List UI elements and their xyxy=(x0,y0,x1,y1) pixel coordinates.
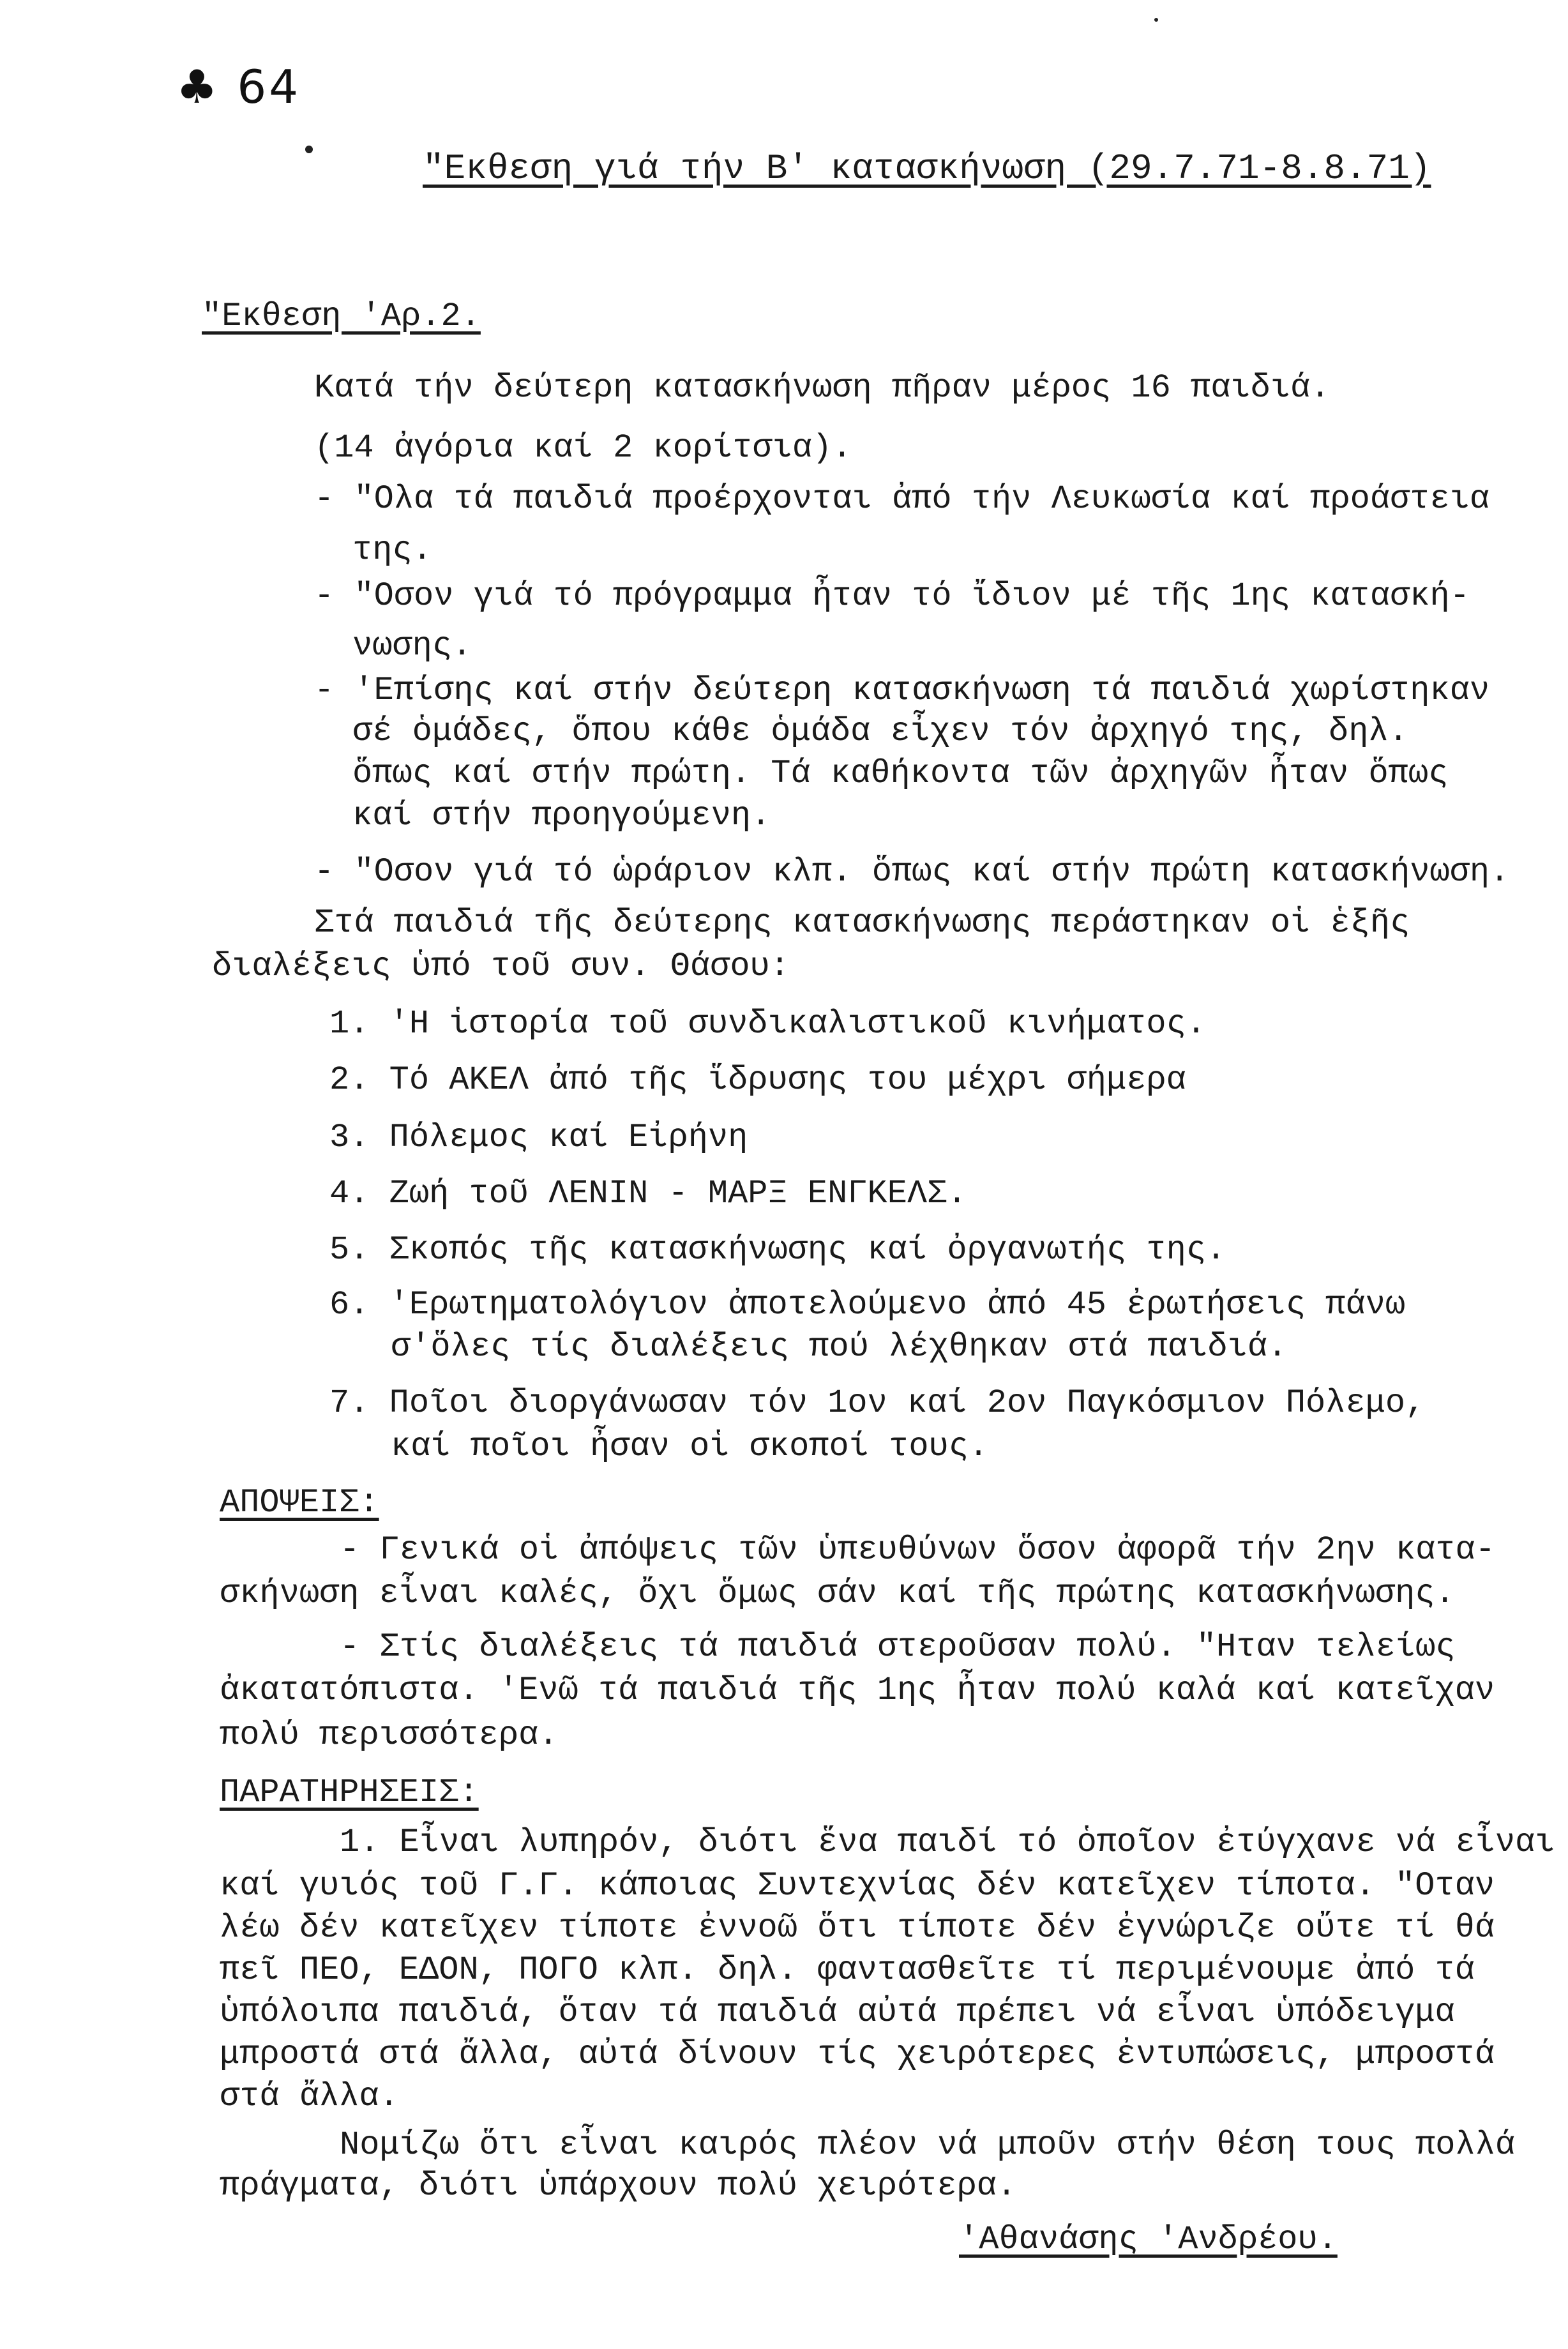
remarks-line: πράγματα, διότι ὑπάρχουν πολύ χειρότερα. xyxy=(220,2167,1017,2205)
views-heading: ΑΠΟΨΕΙΣ: xyxy=(220,1484,379,1522)
remarks-heading: ΠΑΡΑΤΗΡΗΣΕΙΣ: xyxy=(220,1774,479,1811)
lectures-intro-line: Στά παιδιά τῆς δεύτερης κατασκήνωσης περάστηκαν οἱ ἑξῆς xyxy=(314,904,1410,942)
bullet-line: σέ ὁμάδες, ὅπου κάθε ὁμάδα εἶχεν τόν ἀρχηγό της, δηλ. xyxy=(352,713,1408,750)
remarks-line: καί γυιός τοῦ Γ.Γ. κάποιας Συντεχνίας δέν κατεῖχεν τίποτα. "Οταν xyxy=(220,1867,1495,1905)
lecture-item: 5. Σκοπός τῆς κατασκήνωσης καί ὀργανωτής της. xyxy=(329,1231,1226,1269)
signature: 'Αθανάσης 'Ανδρέου. xyxy=(959,2221,1338,2258)
bullet-line: νωσης. xyxy=(352,627,472,665)
intro-line: Κατά τήν δεύτερη κατασκήνωση πῆραν μέρος 16 παιδιά. xyxy=(314,369,1331,407)
lecture-item: 7. Ποῖοι διοργάνωσαν τόν 1ον καί 2ον Παγκόσμιον Πόλεμο, xyxy=(329,1384,1426,1422)
lecture-item: 6. 'Ερωτηματολόγιον ἀποτελούμενο ἀπό 45 ἐρωτήσεις πάνω xyxy=(329,1286,1406,1324)
report-number: "Εκθεση 'Αρ.2. xyxy=(202,298,481,335)
lecture-item: 3. Πόλεμος καί Εἰρήνη xyxy=(329,1119,748,1156)
bullet-line: ὅπως καί στήν πρώτη. Τά καθήκοντα τῶν ἀρχηγῶν ἦταν ὅπως xyxy=(352,755,1449,792)
remarks-line: πεῖ ΠΕΟ, ΕΔΟΝ, ΠΟΓΟ κλπ. δηλ. φαντασθεῖτε τί περιμένουμε ἀπό τά xyxy=(220,1951,1475,1989)
views-line: - Στίς διαλέξεις τά παιδιά στεροῦσαν πολύ. "Ηταν τελείως xyxy=(340,1628,1456,1666)
views-line: ἀκατατόπιστα. 'Ενῶ τά παιδιά τῆς 1ης ἦταν πολύ καλά καί κατεῖχαν xyxy=(220,1672,1495,1709)
views-line: σκήνωση εἶναι καλές, ὄχι ὅμως σάν καί τῆς πρώτης κατασκήνωσης. xyxy=(220,1575,1455,1612)
lecture-item: καί ποῖοι ἦσαν οἱ σκοποί τους. xyxy=(391,1428,989,1465)
remarks-line: Νομίζω ὅτι εἶναι καιρός πλέον νά μποῦν στήν θέση τους πολλά xyxy=(340,2126,1516,2164)
lecture-item: 4. Ζωή τοῦ ΛΕΝΙΝ - ΜΑΡΞ ΕΝΓΚΕΛΣ. xyxy=(329,1175,967,1212)
bullet-line: - "Ολα τά παιδιά προέρχονται ἀπό τήν Λευκωσία καί προάστεια xyxy=(314,480,1490,518)
bullet-line: - "Οσον γιά τό ὡράριον κλπ. ὅπως καί στήν πρώτη κατασκήνωση. xyxy=(314,853,1510,891)
lectures-intro-line: διαλέξεις ὑπό τοῦ συν. Θάσου: xyxy=(212,948,790,985)
ink-speck xyxy=(305,146,313,153)
document-title: "Εκθεση γιά τήν Β' κατασκήνωση (29.7.71-8.8.71) xyxy=(423,148,1431,189)
ink-speck xyxy=(1154,18,1158,22)
remarks-line: στά ἄλλα. xyxy=(220,2078,399,2115)
bullet-line: - 'Επίσης καί στήν δεύτερη κατασκήνωση τά παιδιά χωρίστηκαν xyxy=(314,672,1490,709)
intro-line: (14 ἀγόρια καί 2 κορίτσια). xyxy=(314,429,852,467)
remarks-line: 1. Εἶναι λυπηρόν, διότι ἕνα παιδί τό ὁποῖον ἐτύγχανε νά εἶναι xyxy=(340,1824,1555,1861)
remarks-line: λέω δέν κατεῖχεν τίποτε ἐννοῶ ὅτι τίποτε δέν ἐγνώριζε οὔτε τί θά xyxy=(220,1909,1495,1947)
remarks-line: ὑπόλοιπα παιδιά, ὅταν τά παιδιά αὐτά πρέπει νά εἶναι ὑπόδειγμα xyxy=(220,1993,1455,2031)
bullet-line: - "Οσον γιά τό πρόγραμμα ἦταν τό ἴδιον μέ τῆς 1ης κατασκή- xyxy=(314,577,1470,615)
views-line: - Γενικά οἱ ἀπόψεις τῶν ὑπευθύνων ὅσον ἀφορᾶ τήν 2ην κατα- xyxy=(340,1531,1495,1569)
bullet-line: καί στήν προηγούμενη. xyxy=(352,797,771,835)
corner-mark: ♣ 64 xyxy=(176,60,301,114)
views-line: πολύ περισσότερα. xyxy=(220,1716,559,1754)
lecture-item: 1. 'Η ἱστορία τοῦ συνδικαλιστικοῦ κινήματος. xyxy=(329,1005,1207,1043)
lecture-item: 2. Τό ΑΚΕΛ ἀπό τῆς ἵδρυσης του μέχρι σήμερα xyxy=(329,1061,1186,1099)
lecture-item: σ'ὅλες τίς διαλέξεις πού λέχθηκαν στά παιδιά. xyxy=(391,1328,1288,1366)
remarks-line: μπροστά στά ἄλλα, αὐτά δίνουν τίς χειρότερες ἐντυπώσεις, μπροστά xyxy=(220,2036,1495,2073)
bullet-line: της. xyxy=(352,531,432,569)
